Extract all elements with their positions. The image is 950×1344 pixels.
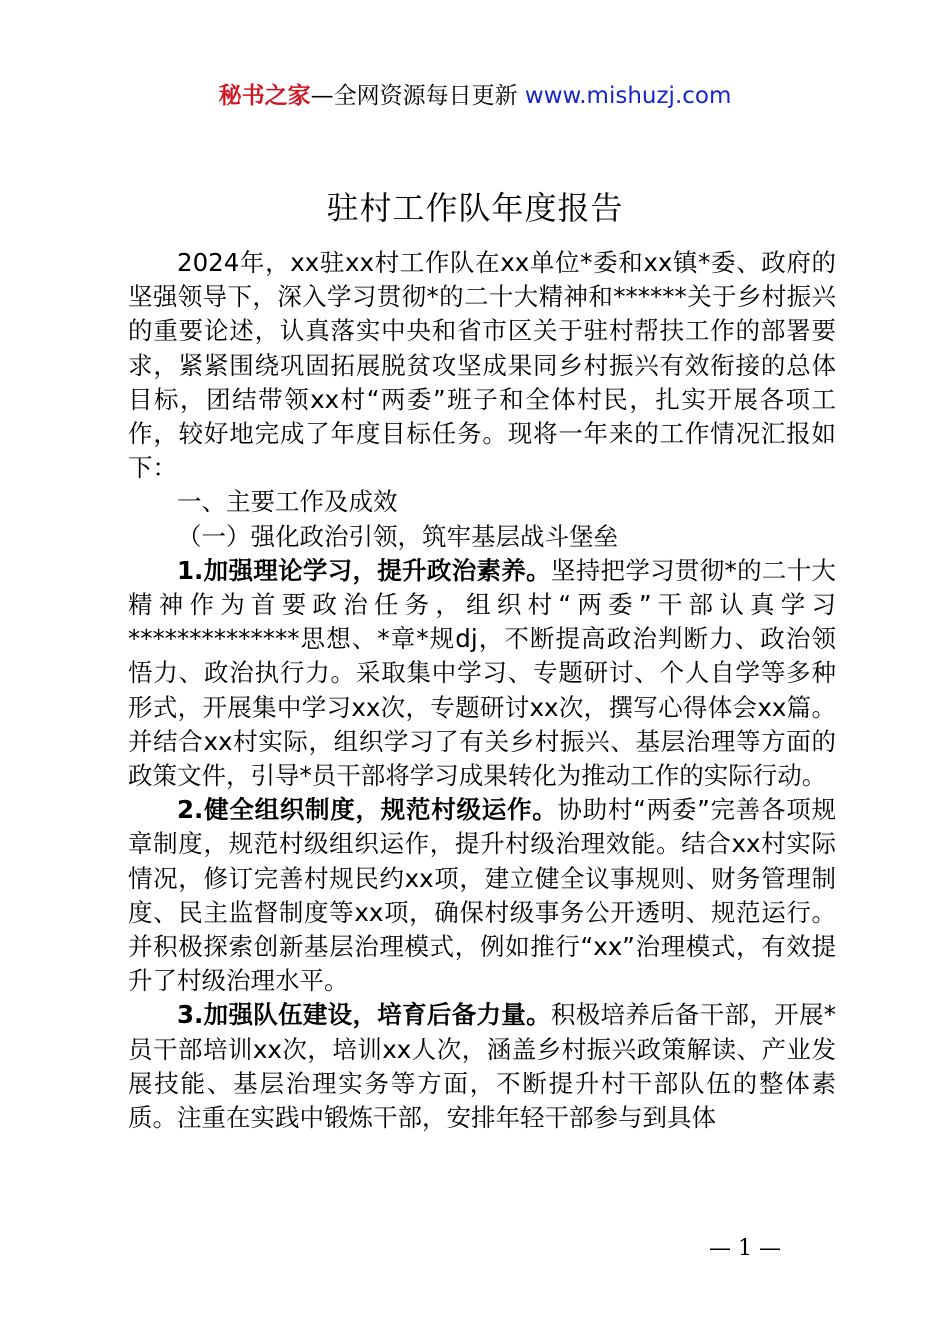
- item-paragraph-1: [128, 554, 836, 793]
- page-number: — 1 —: [709, 1236, 781, 1261]
- item-paragraph-3: [128, 998, 836, 1135]
- intro-paragraph: 2024年，xx驻xx村工作队在xx单位*委和xx镇*委、政府的坚强领导下，深入学习贯彻*的二十大精神和******关于乡村振兴的重要论述，认真落实中央和省市区关于驻村帮扶工作的部署要求，紧紧围绕巩固拓展脱贫攻坚成果同乡村振兴有效衔接的总体目标，团结带领xx村“两委”班子和全体村民，扎实开展各项工作，较好地完成了年度目标任务。现将一年来的工作情况汇报如下：: [128, 248, 836, 483]
- item-text: 坚持把学习贯彻*的二十大精神作为首要政治任务，组织村“两委”干部认真学习**************思想、*章*规dj，不断提高政治判断力、政治领悟力、政治执行力。采取集中学习、专题研讨、个人自学等多种形式，开展集中学习xx次，专题研讨xx次，撰写心得体会xx篇。并结合xx村实际，组织学习了有关乡村振兴、基层治理等方面的政策文件，引导*员干部将学习成果转化为推动工作的实际行动。: [128, 555, 836, 791]
- site-url-link[interactable]: www.mishuzj.com: [524, 83, 732, 109]
- document-body: [128, 246, 836, 1135]
- item-paragraph-2: [128, 793, 836, 998]
- document-title: 驻村工作队年度报告: [326, 189, 624, 227]
- item-text: 协助村“两委”完善各项规章制度，规范村级组织运作，提升村级治理效能。结合xx村实际情况，修订完善村规民约xx项，建立健全议事规则、财务管理制度、民主监督制度等xx项，确保村级事务公开透明、规范运行。并积极探索创新基层治理模式，例如推行“xx”治理模式，有效提升了村级治理水平。: [128, 795, 836, 996]
- site-brand: 秘书之家: [218, 83, 311, 109]
- item-text: 积极培养后备干部，开展*员干部培训xx次，培训xx人次，涵盖乡村振兴政策解读、产业发展技能、基层治理实务等方面，不断提升村干部队伍的整体素质。注重在实践中锻炼干部，安排年轻干部参与到具体: [128, 1000, 836, 1133]
- subsection-heading: （一）强化政治引领，筑牢基层战斗堡垒: [177, 521, 618, 551]
- site-tagline: —全网资源每日更新: [310, 83, 525, 109]
- site-header: [0, 80, 950, 112]
- section-heading: 一、主要工作及成效: [177, 487, 398, 517]
- item-lead: 3.加强队伍建设，培育后备力量。: [177, 1000, 551, 1030]
- item-lead: 1.加强理论学习，提升政治素养。: [177, 555, 551, 585]
- item-lead: 2.健全组织制度，规范村级运作。: [177, 795, 558, 825]
